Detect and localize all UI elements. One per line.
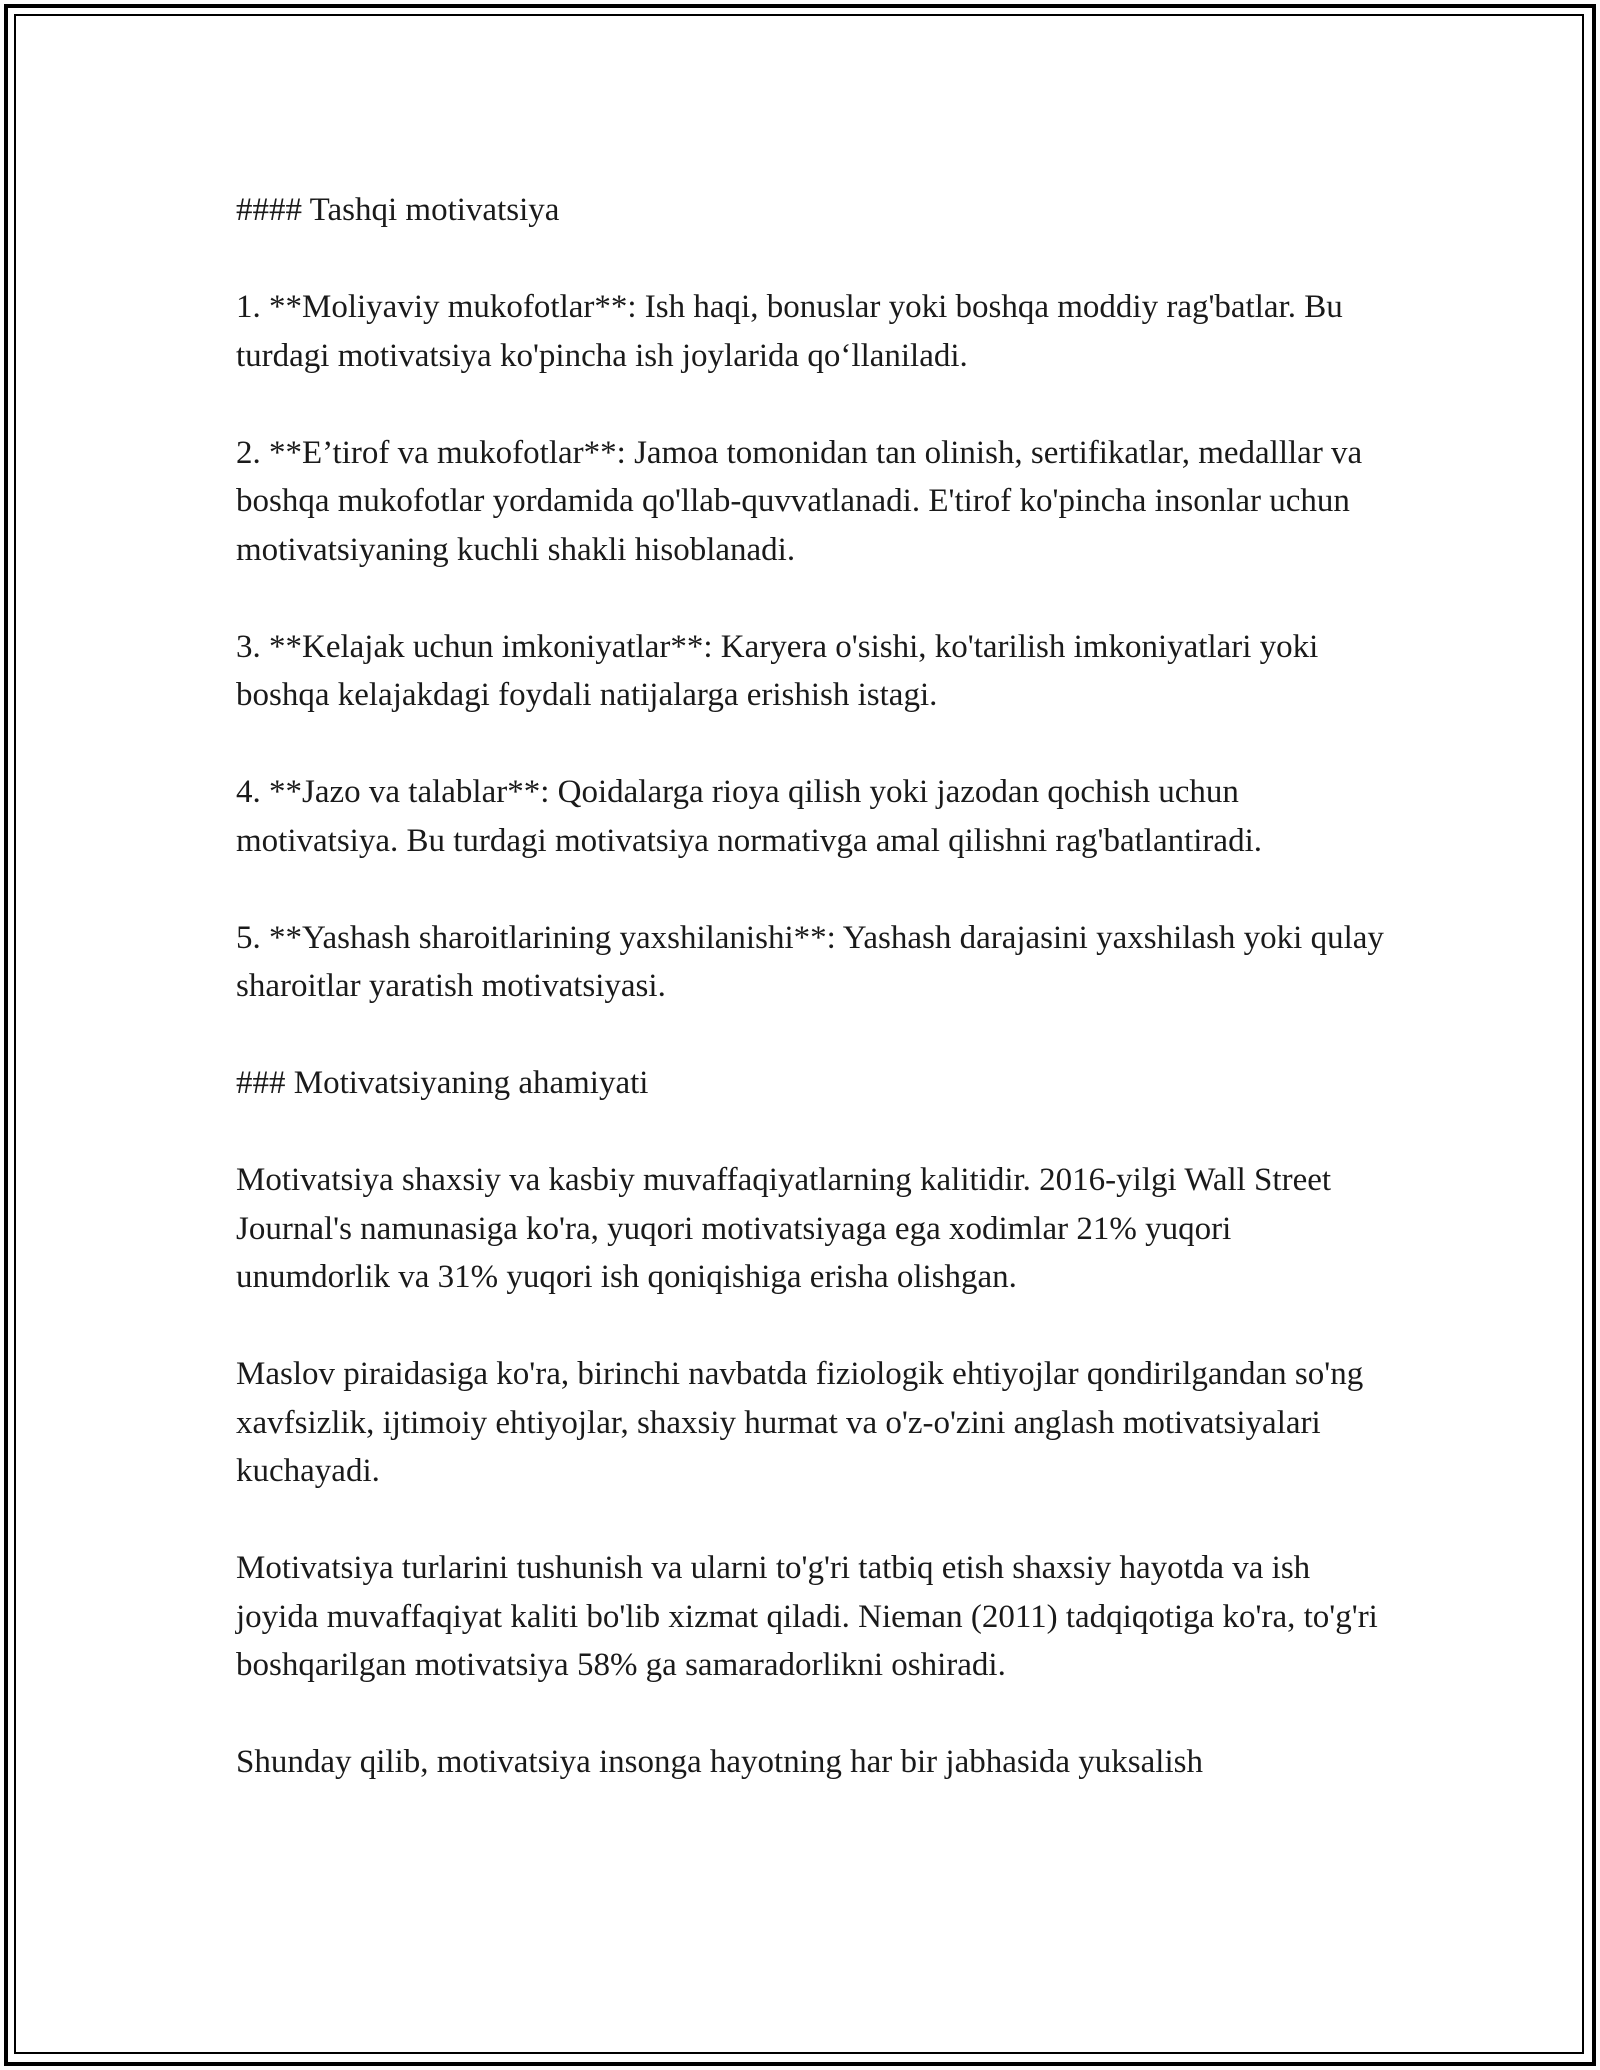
paragraph-nieman-study: Motivatsiya turlarini tushunish va ularni to'g'ri tatbiq etish shaxsiy hayotda va ish joyida muvaffaqiyat kaliti bo'lib xizmat qiladi. Nieman (2011) tadqiqotiga ko'ra, to'g'ri boshqarilgan motivatsiya 58% ga samaradorlikni oshiradi. [236, 1550, 1378, 1683]
list-item-punishment-requirements: 4. **Jazo va talablar**: Qoidalarga rioya qilish yoki jazodan qochish uchun motivatsiya. Bu turdagi motivatsiya normativga amal qilishni rag'batlantiradi. [236, 774, 1262, 859]
list-item-recognition: 2. **E’tirof va mukofotlar**: Jamoa tomonidan tan olinish, sertifikatlar, medalllar va boshqa mukofotlar yordamida qo'llab-quvvatlanadi. E'tirof ko'pincha insonlar uchun motivatsiyaning kuchli shakli hisoblanadi. [236, 434, 1363, 568]
paragraph-conclusion: Shunday qilib, motivatsiya insonga hayotning har bir jabhasida yuksalish [236, 1744, 1203, 1780]
section-heading-external-motivation: #### Tashqi motivatsiya [236, 192, 560, 228]
paragraph-wsj-study: Motivatsiya shaxsiy va kasbiy muvaffaqiyatlarning kalitidir. 2016-yilgi Wall Street Journal's namunasiga ko'ra, yuqori motivatsiyaga ega xodimlar 21% yuqori unumdorlik va 31% yuqori ish qoniqishiga erisha olishgan. [236, 1162, 1332, 1295]
section-heading-importance: ### Motivatsiyaning ahamiyati [236, 1065, 649, 1101]
document-body [236, 186, 1386, 1835]
list-item-financial-rewards: 1. **Moliyaviy mukofotlar**: Ish haqi, bonuslar yoki boshqa moddiy rag'batlar. Bu turdagi motivatsiya ko'pincha ish joylarida qo‘llaniladi. [236, 289, 1343, 374]
list-item-living-conditions: 5. **Yashash sharoitlarining yaxshilanishi**: Yashash darajasini yaxshilash yoki qulay sharoitlar yaratish motivatsiyasi. [236, 919, 1384, 1004]
list-item-future-opportunities: 3. **Kelajak uchun imkoniyatlar**: Karyera o'sishi, ko'tarilish imkoniyatlari yoki boshqa kelajakdagi foydali natijalarga erishish istagi. [236, 628, 1319, 713]
paragraph-maslow: Maslov piraidasiga ko'ra, birinchi navbatda fiziologik ehtiyojlar qondirilgandan so'ng xavfsizlik, ijtimoiy ehtiyojlar, shaxsiy hurmat va o'z-o'zini anglash motivatsiyalari kuchayadi. [236, 1356, 1364, 1489]
